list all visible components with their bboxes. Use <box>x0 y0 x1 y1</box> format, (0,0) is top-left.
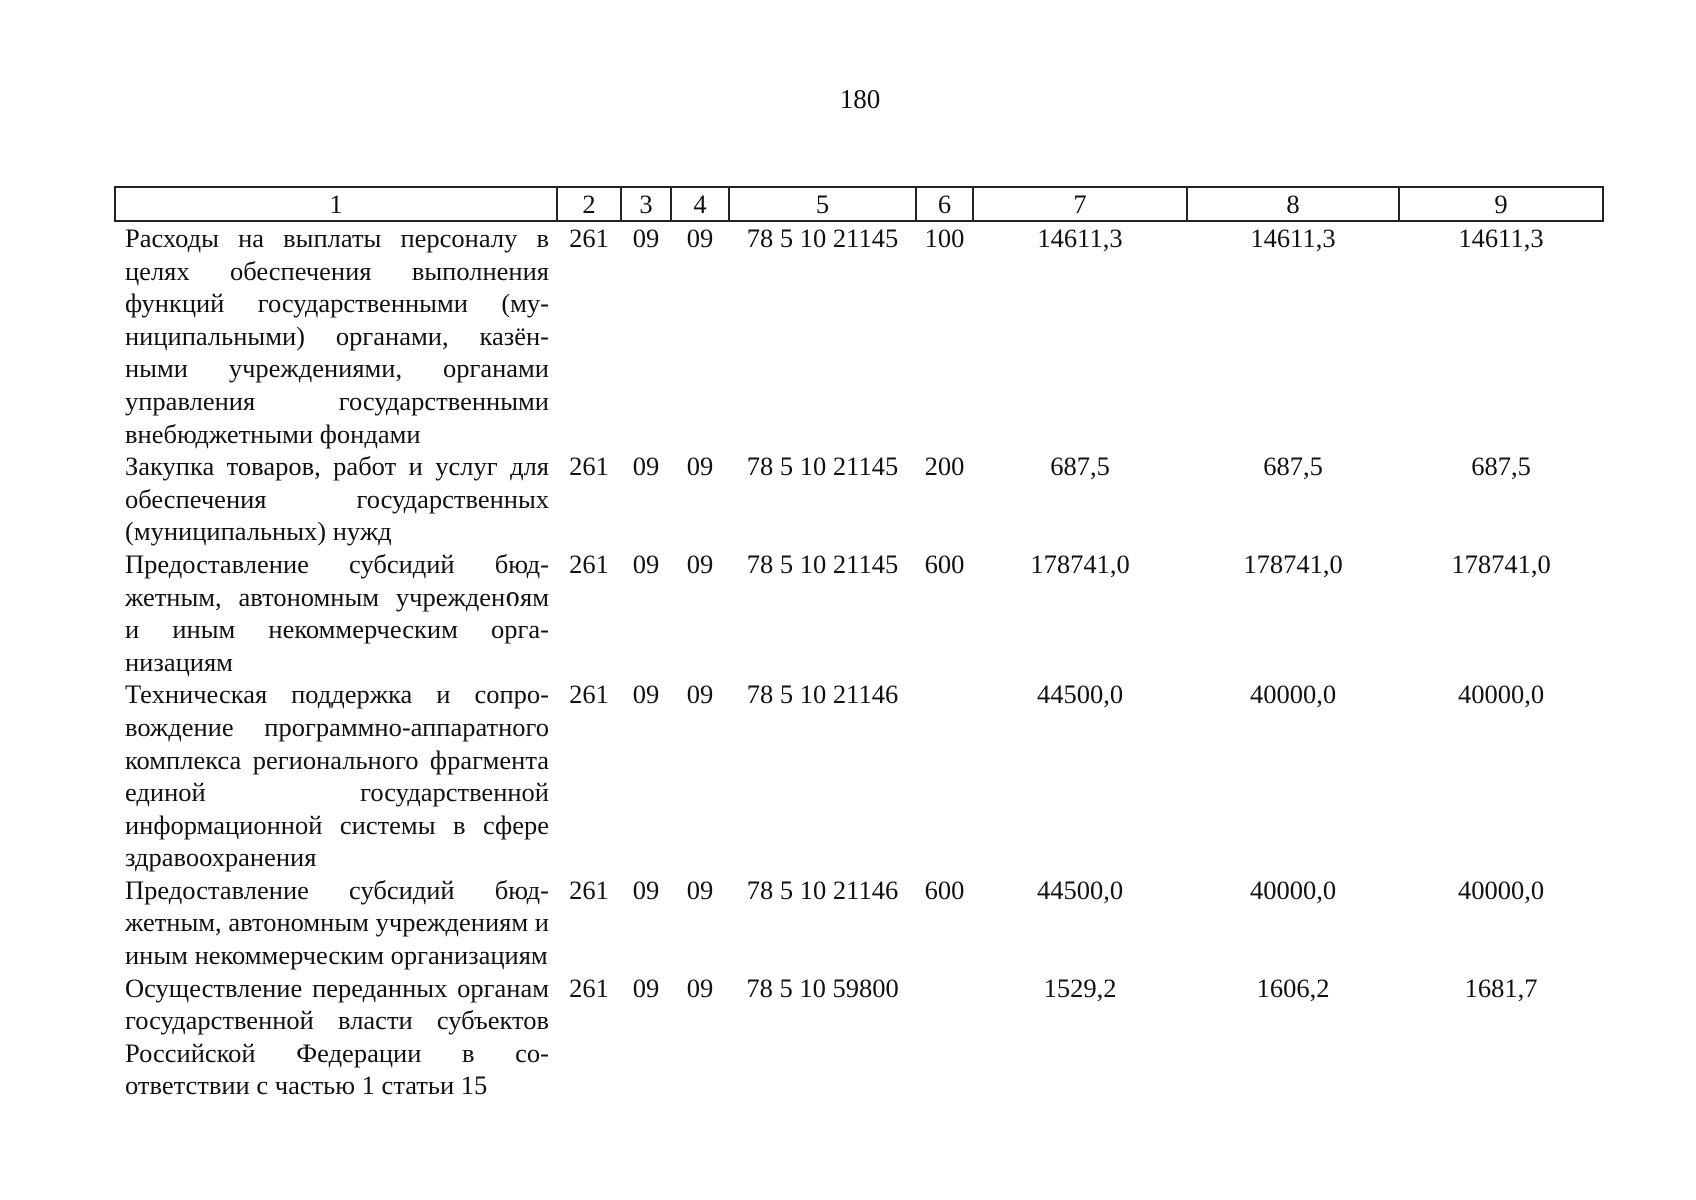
row-col-2: 261 <box>569 679 609 710</box>
header-cell: 2 <box>557 187 621 221</box>
table-row <box>115 221 1603 450</box>
row-col-7: 44500,0 <box>1036 679 1124 710</box>
row-col-8: 687,5 <box>1263 451 1323 482</box>
page-number: 180 <box>839 84 881 114</box>
row-col-6 <box>916 678 973 874</box>
table-row <box>115 972 1603 1102</box>
header-cell: 3 <box>621 187 671 221</box>
row-col-5: 78 5 10 21146 <box>746 679 899 710</box>
row-col-7: 178741,0 <box>1030 548 1130 579</box>
row-col-5: 78 5 10 21145 <box>746 451 899 482</box>
row-description: Закупка товаров, работ и услуг для обеспечения государственных (муниципальных) нужд <box>125 451 549 547</box>
row-col-6: 200 <box>924 451 965 482</box>
row-col-8: 178741,0 <box>1243 548 1343 579</box>
row-col-6: 600 <box>924 548 965 579</box>
row-col-5: 78 5 10 21145 <box>746 548 899 579</box>
row-description: Расходы на выплаты персоналу в целях обеспечения выполнения функций государственными (муниципальными) органами, казёнными учреждениями, органами управления государственными внебюджетными фондами <box>125 223 549 449</box>
row-col-9: 687,5 <box>1471 451 1531 482</box>
row-col-3: 09 <box>632 548 660 579</box>
row-col-5: 78 5 10 21146 <box>746 874 899 905</box>
row-col-7: 1529,2 <box>1043 972 1117 1003</box>
row-col-2: 261 <box>569 548 609 579</box>
row-col-9: 40000,0 <box>1457 679 1545 710</box>
header-cell: 4 <box>671 187 729 221</box>
row-col-3: 09 <box>632 223 660 253</box>
table-row <box>115 548 1603 678</box>
row-col-5: 78 5 10 21145 <box>746 223 899 253</box>
row-col-2: 261 <box>569 451 609 482</box>
row-col-9: 1681,7 <box>1464 972 1538 1003</box>
table-row <box>115 678 1603 874</box>
row-col-3: 09 <box>632 679 660 710</box>
header-cell: 1 <box>115 187 557 221</box>
row-col-2: 261 <box>569 223 609 253</box>
row-col-6: 600 <box>924 874 965 905</box>
row-col-8: 40000,0 <box>1249 679 1337 710</box>
row-col-4: 09 <box>686 451 714 482</box>
row-col-9: 178741,0 <box>1451 548 1551 579</box>
row-description: Осуществление переданных органам государственной власти субъектов Российской Федерации в соответствии с частью 1 статьи 15 <box>125 972 549 1101</box>
row-col-7: 14611,3 <box>1037 223 1123 253</box>
row-col-8: 14611,3 <box>1250 223 1336 253</box>
row-col-4: 09 <box>686 548 714 579</box>
table-row <box>115 874 1603 972</box>
row-col-6 <box>916 972 973 1102</box>
row-col-6: 100 <box>924 223 965 253</box>
row-col-3: 09 <box>632 874 660 905</box>
row-col-8: 40000,0 <box>1249 874 1337 905</box>
row-col-4: 09 <box>686 679 714 710</box>
row-description: Предоставление субсидий бюджетным, автономным учреждениям и иным некоммерческим организациям <box>125 874 549 971</box>
row-col-4: 09 <box>686 972 714 1003</box>
table-header-row <box>115 187 1603 221</box>
row-col-7: 687,5 <box>1050 451 1110 482</box>
table-row <box>115 450 1603 548</box>
row-col-9: 40000,0 <box>1457 874 1545 905</box>
row-col-4: 09 <box>686 223 714 253</box>
row-col-7: 44500,0 <box>1036 874 1124 905</box>
header-cell: 9 <box>1399 187 1603 221</box>
header-cell: 8 <box>1187 187 1399 221</box>
row-col-3: 09 <box>632 451 660 482</box>
row-description: Техническая поддержка и сопровождение программно-аппаратного комплекса регионального фрагмента единой государственной информационной системы в сфере здравоохранения <box>125 679 549 873</box>
header-cell: 7 <box>973 187 1187 221</box>
row-col-3: 09 <box>632 972 660 1003</box>
budget-table <box>114 186 1604 1102</box>
row-col-9: 14611,3 <box>1458 223 1544 253</box>
header-cell: 5 <box>729 187 916 221</box>
row-col-8: 1606,2 <box>1256 972 1330 1003</box>
header-cell: 6 <box>916 187 973 221</box>
row-col-5: 78 5 10 59800 <box>746 972 899 1003</box>
row-col-2: 261 <box>569 972 609 1003</box>
row-col-2: 261 <box>569 874 609 905</box>
row-col-4: 09 <box>686 874 714 905</box>
row-description: Предоставление субсидий бюджетным, автономным учрежденიям и иным некоммерческим организациям <box>125 548 549 677</box>
